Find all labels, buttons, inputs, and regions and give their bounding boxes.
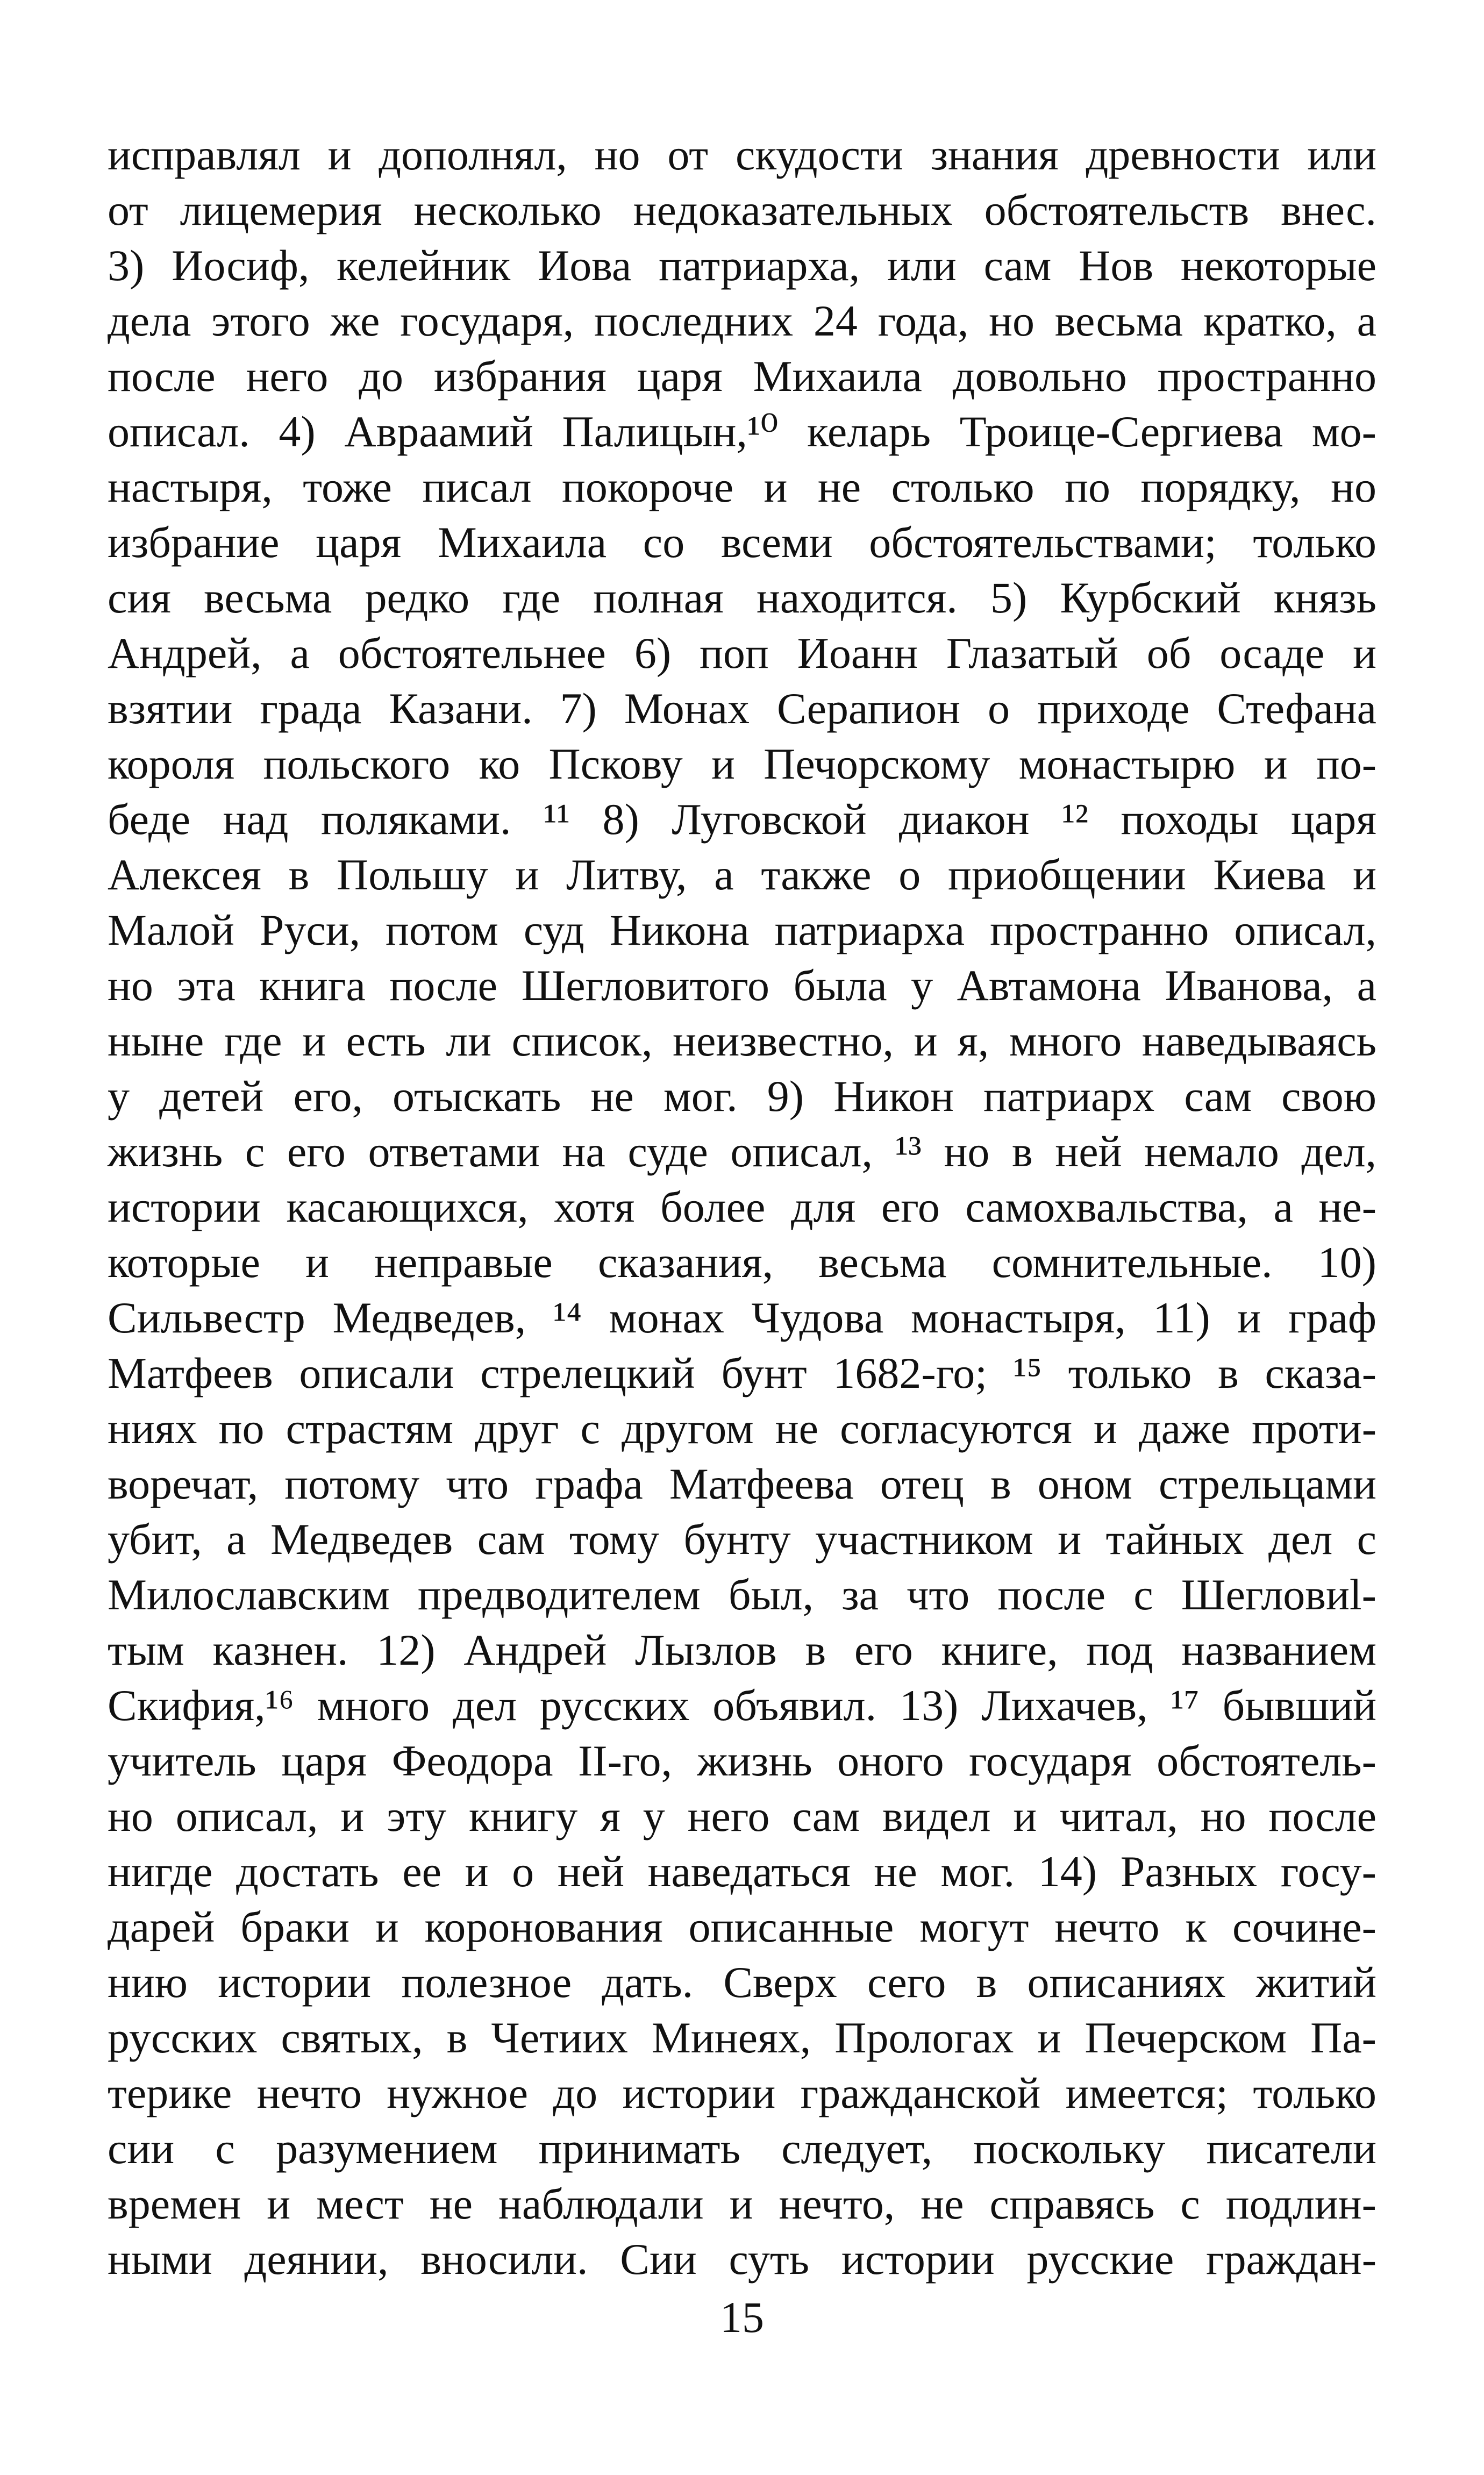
text-line: Сильвестр Медведев, ¹⁴ монах Чудова монастыря, 11) и граф — [108, 1293, 1376, 1342]
text-line: которые и неправые сказания, весьма сомнительные. 10) — [108, 1238, 1376, 1287]
text-line: ниях по страстям друг с другом не согласуются и даже проти- — [108, 1404, 1376, 1453]
text-line: истории касающихся, хотя более для его самохвальства, а не- — [108, 1182, 1376, 1231]
text-line: Малой Руси, потом суд Никона патриарха пространно описал, — [108, 905, 1376, 954]
text-line: описал. 4) Авраамий Палицын,¹⁰ келарь Троице-Сергиева мо- — [108, 407, 1376, 456]
text-line: терике нечто нужное до истории гражданской имеется; только — [108, 2069, 1376, 2117]
text-line: дела этого же государя, последних 24 года, но весьма кратко, а — [108, 296, 1376, 345]
text-line: нию истории полезное дать. Сверх сего в описаниях житий — [108, 1958, 1376, 2007]
text-line: времен и мест не наблюдали и нечто, не справясь с подлин- — [108, 2179, 1376, 2228]
text-line: настыря, тоже писал покороче и не столько по порядку, но — [108, 462, 1376, 511]
text-line: исправлял и дополнял, но от скудости знания древности или — [108, 130, 1376, 179]
text-line: взятии града Казани. 7) Монах Серапион о приходе Стефана — [108, 684, 1376, 733]
text-line: сии с разумением принимать следует, поскольку писатели — [108, 2124, 1376, 2173]
text-line: избрание царя Михаила со всеми обстоятельствами; только — [108, 518, 1376, 567]
text-line: беде над поляками. ¹¹ 8) Луговской диакон ¹² походы царя — [108, 795, 1376, 844]
text-line: после него до избрания царя Михаила довольно пространно — [108, 352, 1376, 401]
body-text — [108, 127, 1376, 2287]
text-line: от лицемерия несколько недоказательных обстоятельств внес. — [108, 186, 1376, 234]
text-line: дарей браки и коронования описанные могут нечто к сочине- — [108, 1902, 1376, 1951]
text-line: воречат, потому что графа Матфеева отец в оном стрельцами — [108, 1459, 1376, 1508]
text-line: но описал, и эту книгу я у него сам видел и читал, но после — [108, 1792, 1376, 1841]
text-line: убит, а Медведев сам тому бунту участником и тайных дел с — [108, 1515, 1376, 1564]
text-line: Матфеев описали стрелецкий бунт 1682-го; ¹⁵ только в сказа- — [108, 1349, 1376, 1397]
text-line: жизнь с его ответами на суде описал, ¹³ но в ней немало дел, — [108, 1127, 1376, 1176]
text-line: учитель царя Феодора II-го, жизнь оного государя обстоятель- — [108, 1736, 1376, 1785]
text-line: 3) Иосиф, келейник Иова патриарха, или сам Нов некоторые — [108, 241, 1376, 290]
text-line: но эта книга после Шегловитого была у Автамона Иванова, а — [108, 961, 1376, 1010]
text-line: ными деянии, вносили. Сии суть истории русские граждан- — [108, 2235, 1376, 2284]
text-line: тым казнен. 12) Андрей Лызлов в его книге, под названием — [108, 1625, 1376, 1674]
text-line: у детей его, отыскать не мог. 9) Никон патриарх сам свою — [108, 1072, 1376, 1121]
text-line: ныне где и есть ли список, неизвестно, и я, много наведываясь — [108, 1016, 1376, 1065]
text-line: нигде достать ее и о ней наведаться не мог. 14) Разных госу- — [108, 1847, 1376, 1896]
text-line: Милославским предводителем был, за что после с Шегловиl- — [108, 1570, 1376, 1619]
page-number: 15 — [720, 2293, 764, 2342]
text-line: Скифия,¹⁶ много дел русских объявил. 13) Лихачев, ¹⁷ бывший — [108, 1681, 1376, 1730]
text-line: Алексея в Польшу и Литву, а также о приобщении Киева и — [108, 850, 1376, 899]
text-line: сия весьма редко где полная находится. 5) Курбский князь — [108, 573, 1376, 622]
text-line: Андрей, а обстоятельнее 6) поп Иоанн Глазатый об осаде и — [108, 629, 1376, 677]
text-line: короля польского ко Пскову и Печорскому монастырю и по- — [108, 739, 1376, 788]
text-line: русских святых, в Четиих Минеях, Прологах и Печерском Па- — [108, 2013, 1376, 2062]
